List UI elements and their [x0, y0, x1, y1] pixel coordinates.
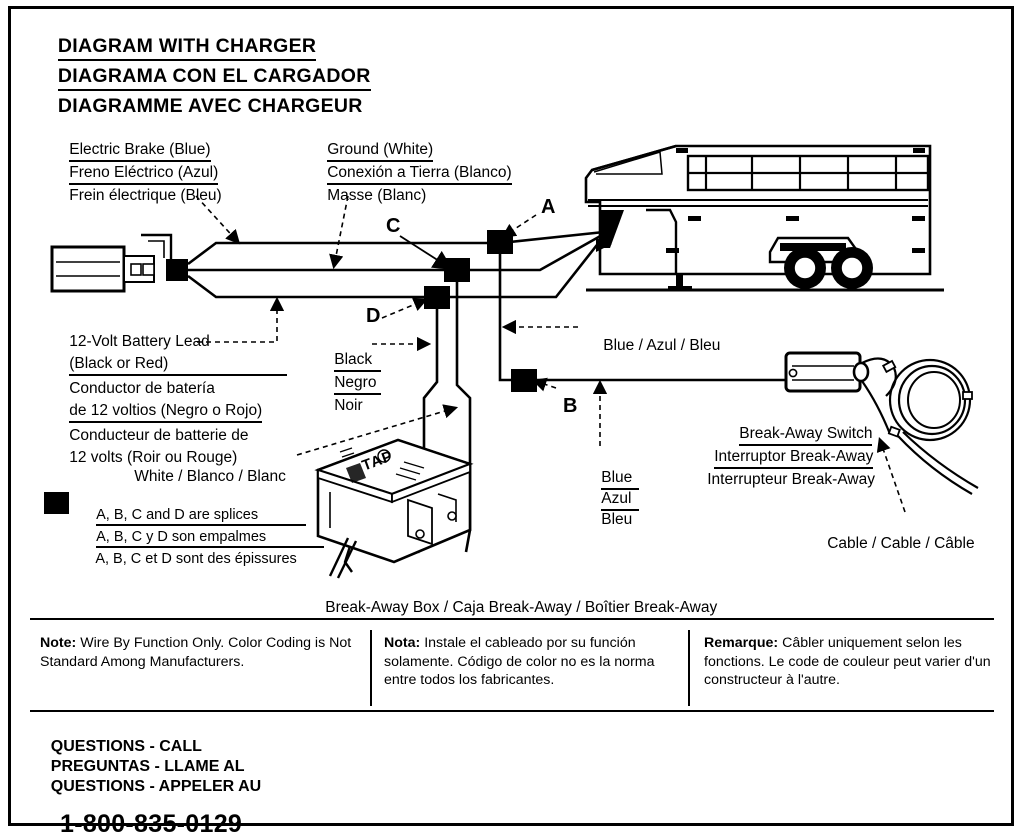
contact-line-es: PREGUNTAS - LLAME AL	[50, 757, 245, 775]
note-french-body: Câbler uniquement selon les fonctions. Le code de couleur peut varier d'un constructeur à l'autre.	[704, 635, 991, 689]
splice-c	[444, 258, 470, 282]
trailer-illustration	[586, 146, 944, 290]
battery-lead-label-es-line2: de 12 voltios (Negro o Rojo)	[52, 385, 262, 440]
note-english-body: Wire By Function Only. Color Coding is Not Standard Among Manufacturers.	[40, 635, 352, 670]
breakaway-box-brand: TAP	[359, 447, 396, 475]
breakaway-switch-label-en: Break-Away Switch	[722, 408, 872, 463]
ground-label-fr: Masse (Blanc)	[327, 187, 427, 205]
black-wire-label-en: Black	[317, 334, 381, 389]
note-spanish-body: Instale el cableado por su función solamente. Código de color no es la norma entre todos los fabricantes.	[384, 635, 655, 689]
white-wire-label: White / Blanco / Blanc	[134, 468, 286, 486]
battery-lead-label-en-line1: 12-Volt Battery Lead	[69, 333, 210, 351]
splice-legend-fr: A, B, C et D sont des épissures	[95, 551, 297, 568]
cable-label: Cable / Cable / Câble	[827, 535, 975, 553]
blue-wire-label-es: Azul	[584, 473, 639, 528]
breakaway-box-caption: Break-Away Box / Caja Break-Away / Boîtier Break-Away	[325, 599, 718, 617]
black-wire-label-es: Negro	[317, 357, 381, 412]
black-wire-label-fr: Noir	[334, 397, 363, 415]
notes-divider-2	[688, 630, 690, 706]
notes-bottom-divider	[30, 710, 994, 712]
note-spanish-heading: Nota:	[384, 635, 421, 651]
blue-wire-label-fr: Bleu	[601, 511, 633, 529]
note-french	[704, 634, 992, 690]
title-text-fr: DIAGRAMME AVEC CHARGEUR	[57, 94, 363, 117]
splice-a	[487, 230, 513, 254]
breakaway-switch-label-es: Interruptor Break-Away	[697, 431, 873, 486]
splice-legend-es: A, B, C y D son empalmes	[80, 513, 324, 565]
note-french-heading: Remarque:	[704, 635, 779, 651]
notes-divider-1	[370, 630, 372, 706]
breakaway-switch-illustration	[786, 353, 978, 494]
electric-brake-label-es: Freno Eléctrico (Azul)	[52, 147, 218, 202]
battery-lead-label-fr-line2: 12 volts (Roir ou Rouge)	[69, 449, 238, 467]
electric-brake-label-fr: Frein électrique (Bleu)	[69, 187, 222, 205]
splice-marker-a: A	[541, 196, 556, 218]
contact-line-fr: QUESTIONS - APPELER AU	[50, 777, 262, 795]
battery-lead-label-fr-line1: Conducteur de batterie de	[69, 427, 249, 445]
blue-wire-label-top: Blue / Azul / Bleu	[603, 337, 721, 355]
splice-legend-en: A, B, C and D are splices	[80, 491, 306, 543]
battery-lead-label-en-line2: (Black or Red)	[52, 338, 287, 393]
contact-phone-number: 1-800-835-0129	[59, 810, 243, 834]
ground-label-en: Ground (White)	[310, 124, 433, 179]
breakaway-switch-label-fr: Interrupteur Break-Away	[707, 471, 875, 489]
splice-d	[424, 286, 450, 309]
electric-brake-label-en: Electric Brake (Blue)	[52, 124, 211, 179]
splice-b	[511, 369, 537, 392]
note-english	[40, 634, 358, 671]
title-text-es: DIAGRAMA CON EL CARGADOR	[58, 66, 371, 91]
ground-label-es: Conexión a Tierra (Blanco)	[310, 147, 512, 202]
contact-line-en: QUESTIONS - CALL	[50, 737, 202, 755]
splice-marker-b: B	[563, 395, 578, 417]
notes-top-divider	[30, 618, 994, 620]
connector-plug	[52, 235, 188, 291]
splice-marker-d: D	[366, 305, 381, 327]
battery-lead-label-es-line1: Conductor de batería	[69, 380, 215, 398]
blue-wire-label-en: Blue	[584, 452, 639, 507]
note-english-heading: Note:	[40, 635, 77, 651]
note-spanish	[384, 634, 676, 690]
splice-marker-c: C	[386, 215, 401, 237]
title-text-en: DIAGRAM WITH CHARGER	[58, 36, 316, 61]
